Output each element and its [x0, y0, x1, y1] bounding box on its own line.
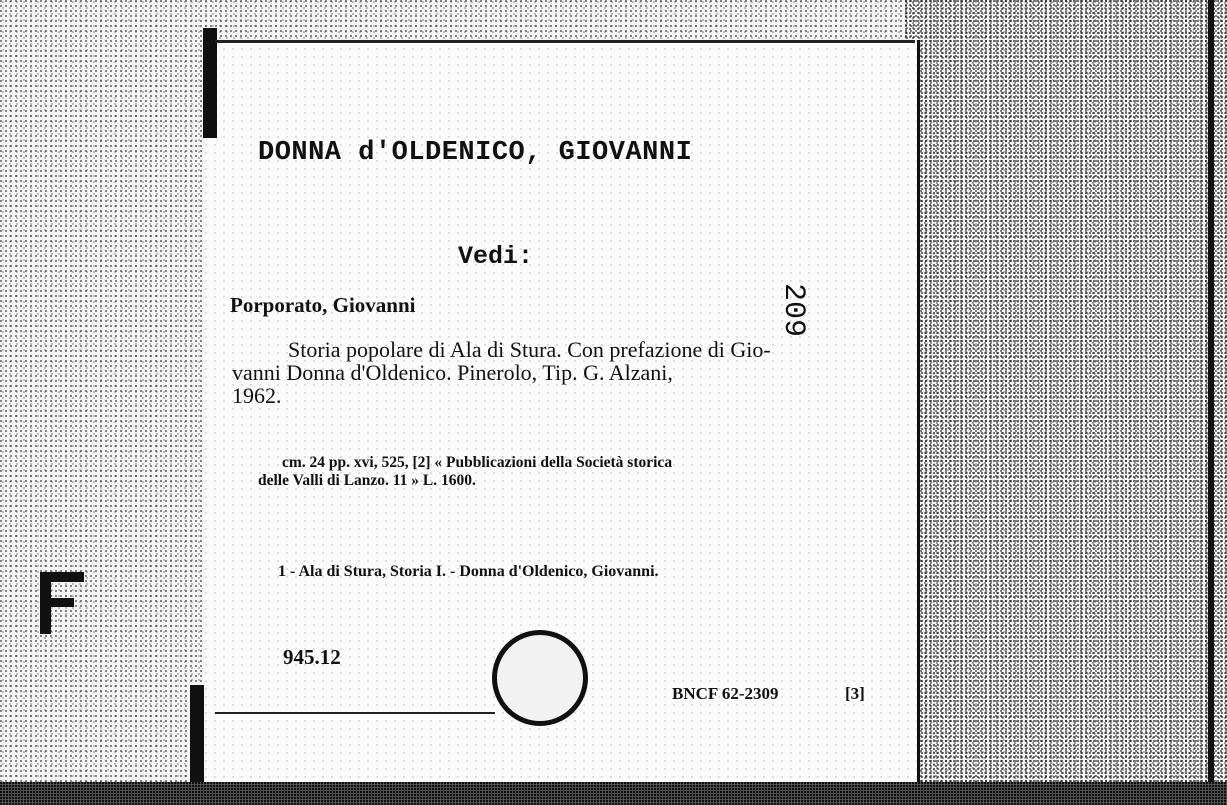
- side-number: 209: [776, 283, 810, 338]
- card-left-edge: [203, 28, 217, 138]
- catalog-number: BNCF 62-2309: [672, 684, 779, 703]
- card-bottom-rule: [215, 712, 495, 714]
- adjacent-card-right-edge: [1208, 0, 1214, 790]
- scan-bottom-noise: [0, 782, 1227, 805]
- card-punch-hole: [492, 630, 588, 726]
- main-heading: DONNA d'OLDENICO, GIOVANNI: [258, 138, 693, 168]
- author-name: Porporato, Giovanni: [230, 293, 416, 317]
- title-description: [232, 338, 904, 407]
- collation-note: [258, 454, 898, 490]
- see-also-label: Vedi:: [458, 242, 534, 271]
- adjacent-card-edge: [905, 0, 1227, 805]
- card-right-edge: [917, 40, 920, 785]
- description-line-2: vanni Donna d'Oldenico. Pinerolo, Tip. G. Alzani,: [232, 360, 673, 385]
- collation-line-1: cm. 24 pp. xvi, 525, [2] « Pubblicazioni della Società storica: [282, 454, 673, 471]
- description-line-3: 1962.: [232, 383, 282, 408]
- drawer-letter-f: [38, 570, 88, 641]
- sequence-number: [3]: [845, 684, 865, 703]
- class-number: 945.12: [283, 645, 341, 669]
- letter-f-glyph: [38, 570, 88, 636]
- description-line-1: Storia popolare di Ala di Stura. Con prefazione di Gio-: [288, 337, 771, 362]
- card-left-edge-lower: [190, 685, 204, 785]
- card-top-edge: [215, 40, 915, 43]
- collation-line-2: delle Valli di Lanzo. 11 » L. 1600.: [258, 472, 476, 489]
- subject-tracings: 1 - Ala di Stura, Storia I. - Donna d'Oldenico, Giovanni.: [278, 563, 659, 580]
